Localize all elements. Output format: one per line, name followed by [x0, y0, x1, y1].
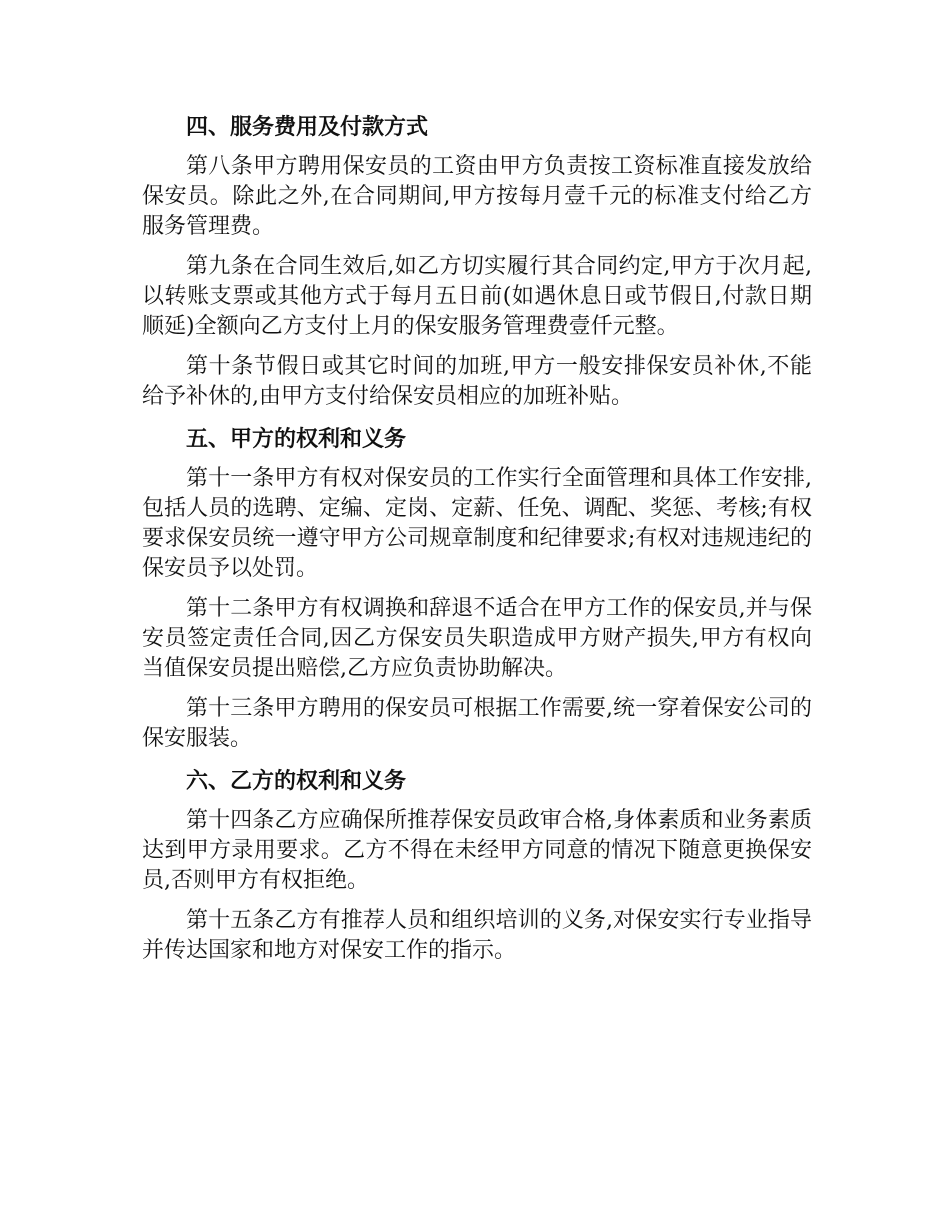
article-14-paragraph: 第十四条乙方应确保所推荐保安员政审合格,身体素质和业务素质达到甲方录用要求。乙方不得在未经甲方同意的情况下随意更换保安员,否则甲方有权拒绝。 [142, 808, 812, 893]
article-11-paragraph: 第十一条甲方有权对保安员的工作实行全面管理和具体工作安排,包括人员的选聘、定编、定岗、定薪、任免、调配、奖惩、考核;有权要求保安员统一遵守甲方公司规章制度和纪律要求;有权对违规违纪的保安员予以处罚。 [142, 466, 812, 581]
article-8-paragraph: 第八条甲方聘用保安员的工资由甲方负责按工资标准直接发放给保安员。除此之外,在合同期间,甲方按每月壹千元的标准支付给乙方服务管理费。 [142, 154, 812, 239]
article-15-paragraph: 第十五条乙方有推荐人员和组织培训的义务,对保安实行专业指导并传达国家和地方对保安工作的指示。 [142, 908, 812, 963]
article-12-paragraph: 第十二条甲方有权调换和辞退不适合在甲方工作的保安员,并与保安员签定责任合同,因乙方保安员失职造成甲方财产损失,甲方有权向当值保安员提出赔偿,乙方应负责协助解决。 [142, 596, 812, 681]
article-10-paragraph: 第十条节假日或其它时间的加班,甲方一般安排保安员补休,不能给予补休的,由甲方支付给保安员相应的加班补贴。 [142, 354, 812, 409]
section-heading: 四、服务费用及付款方式 [186, 114, 429, 140]
section-heading: 六、乙方的权利和义务 [186, 768, 407, 794]
article-9-paragraph: 第九条在合同生效后,如乙方切实履行其合同约定,甲方于次月起,以转账支票或其他方式于每月五日前(如遇休息日或节假日,付款日期顺延)全额向乙方支付上月的保安服务管理费壹仟元整。 [142, 254, 812, 339]
document-page [142, 110, 812, 976]
section-heading: 五、甲方的权利和义务 [186, 426, 407, 452]
article-13-paragraph: 第十三条甲方聘用的保安员可根据工作需要,统一穿着保安公司的保安服装。 [142, 696, 812, 751]
